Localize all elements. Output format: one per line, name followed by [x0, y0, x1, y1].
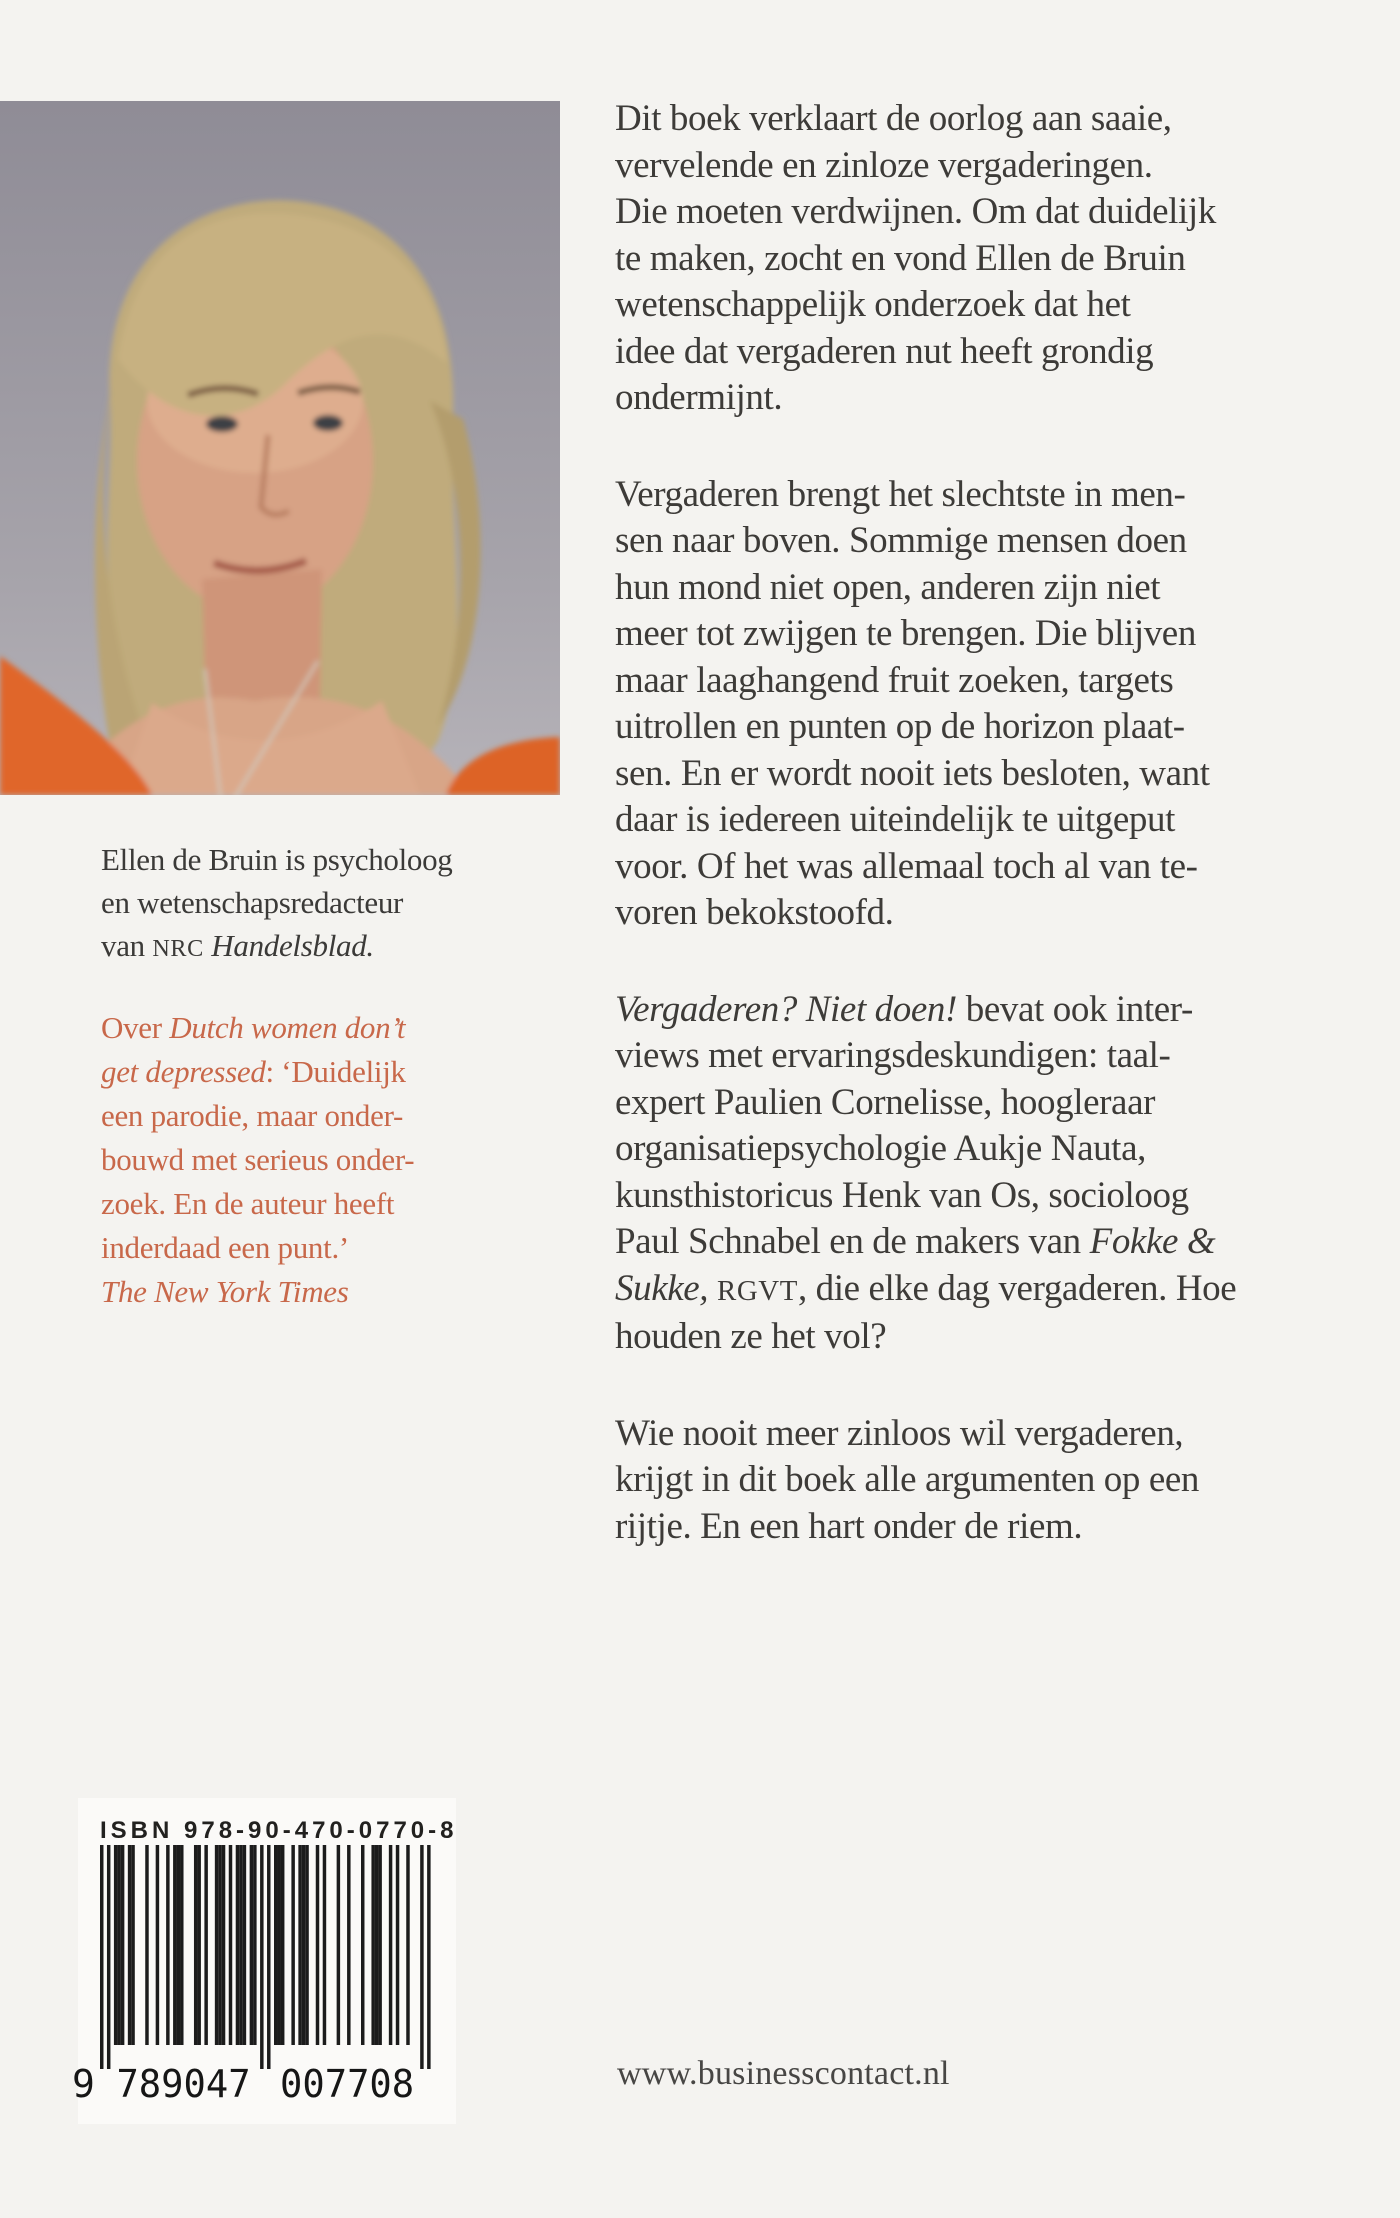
blurb-paragraph-3 — [615, 987, 1375, 1361]
text-line: van NRC Handelsblad. — [101, 928, 374, 963]
text-line: sen. En er wordt nooit iets besloten, want — [615, 752, 1210, 794]
barcode-digits: 9 — [72, 2062, 95, 2106]
text-line: Paul Schnabel en de makers van Fokke & — [615, 1221, 1216, 1262]
text-line: krijgt in dit boek alle argumenten op een — [615, 1459, 1200, 1500]
text-line: meer tot zwijgen te brengen. Die blijven — [615, 613, 1196, 654]
text-line: een parodie, maar onder- — [101, 1098, 404, 1133]
text-line: get depressed: ‘Duidelijk — [101, 1054, 406, 1089]
text-line: houden ze het vol? — [615, 1316, 887, 1357]
text-line: wetenschappelijk onderzoek dat het — [615, 284, 1131, 325]
text-line: hun mond niet open, anderen zijn niet — [615, 566, 1161, 608]
text-line: Sukke, RGVT, die elke dag vergaderen. Hoe — [615, 1267, 1237, 1309]
text-line: Die moeten verdwijnen. Om dat duidelijk — [615, 191, 1216, 232]
blurb-paragraph-1 — [615, 96, 1375, 422]
blurb-paragraph-4 — [615, 1411, 1375, 1551]
text-line: voren bekokstoofd. — [615, 892, 894, 933]
text-line: The New York Times — [101, 1274, 349, 1309]
text-line: organisatiepsychologie Aukje Nauta, — [615, 1128, 1146, 1169]
press-quote — [101, 1006, 414, 1314]
text-line: daar is iedereen uiteindelijk te uitgeput — [615, 799, 1175, 840]
text-line: Vergaderen? Niet doen! bevat ook inter- — [615, 988, 1193, 1030]
barcode-digits: 789047 — [116, 2062, 251, 2106]
text-line: bouwd met serieus onder- — [101, 1142, 415, 1177]
text-line: Vergaderen brengt het slechtste in men- — [615, 473, 1186, 515]
text-line: kunsthistoricus Henk van Os, socioloog — [615, 1174, 1189, 1216]
blurb-paragraph-2 — [615, 472, 1375, 937]
author-bio — [101, 838, 453, 970]
author-photo — [0, 101, 560, 795]
website-url: www.businesscontact.nl — [617, 2055, 950, 2092]
isbn-label: ISBN 978-90-470-0770-8 — [100, 1817, 458, 1844]
text-line: Dit boek verklaart de oorlog aan saaie, — [615, 98, 1172, 139]
text-line: rijtje. En een hart onder de riem. — [615, 1505, 1083, 1547]
text-line: vervelende en zinloze vergaderingen. — [615, 144, 1153, 186]
text-line: Wie nooit meer zinloos wil vergaderen, — [615, 1412, 1184, 1454]
text-line: Ellen de Bruin is psycholoog — [101, 842, 453, 877]
text-line: sen naar boven. Sommige mensen doen — [615, 520, 1187, 561]
text-line: Over Dutch women don’t — [101, 1010, 406, 1045]
text-line: uitrollen en punten op de horizon plaat- — [615, 706, 1185, 747]
author-photo-image — [0, 101, 560, 795]
blurb-column — [615, 96, 1375, 1600]
text-line: ondermijnt. — [615, 377, 783, 418]
text-line: en wetenschapsredacteur — [101, 885, 404, 920]
text-line: idee dat vergaderen nut heeft grondig — [615, 330, 1154, 372]
text-line: expert Paulien Cornelisse, hoogleraar — [615, 1081, 1156, 1123]
text-line: views met ervaringsdeskundigen: taal- — [615, 1035, 1171, 1076]
text-line: te maken, zocht en vond Ellen de Bruin — [615, 237, 1186, 279]
text-line: maar laaghangend fruit zoeken, targets — [615, 659, 1174, 701]
barcode-digits: 007708 — [280, 2062, 415, 2106]
text-line: voor. Of het was allemaal toch al van te- — [615, 845, 1198, 887]
text-line: inderdaad een punt.’ — [101, 1230, 349, 1265]
text-line: zoek. En de auteur heeft — [101, 1186, 395, 1221]
barcode — [72, 1845, 462, 2119]
